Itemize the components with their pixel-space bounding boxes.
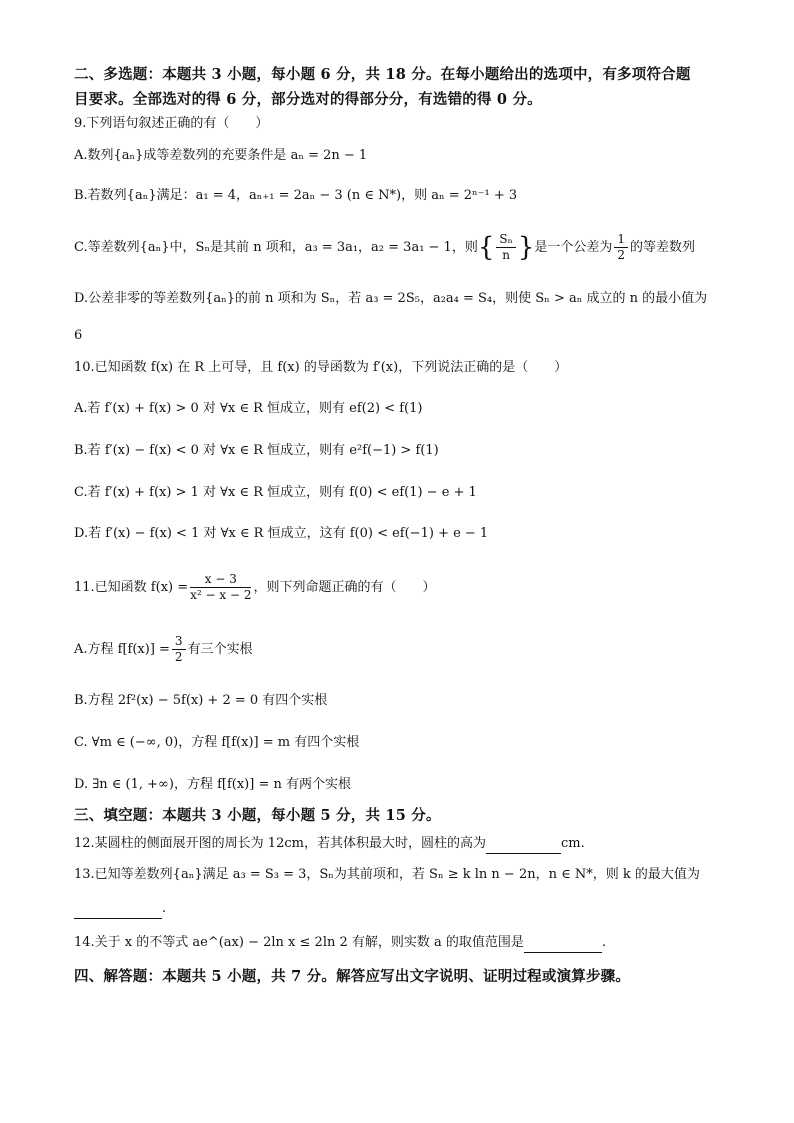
fraction-denominator: 2: [174, 650, 183, 664]
q11-option-b: B.方程 2f²(x) − 5f(x) + 2 = 0 有四个实根: [74, 693, 328, 708]
q13-line1: 13.已知等差数列{aₙ}满足 a₃ = S₃ = 3，Sₙ为其前项和，若 Sₙ ≥ k ln n − 2n，n ∈ N*，则 k 的最大值为: [74, 867, 700, 882]
q14-period: .: [601, 935, 607, 950]
q12-unit: cm.: [560, 836, 585, 851]
q13-period: .: [162, 901, 167, 916]
fraction-denominator: x² − x − 2: [190, 588, 252, 602]
q9-option-d-line1: D.公差非零的等差数列{aₙ}的前 n 项和为 Sₙ，若 a₃ = 2S₅，a₂a₄ = S₄，则使 Sₙ > aₙ 成立的 n 的最小值为: [74, 291, 708, 306]
section-2-heading-line2: 目要求。全部选对的得 6 分，部分选对的得部分分，有选错的得 0 分。: [74, 91, 542, 108]
q9-option-a: A.数列{aₙ}成等差数列的充要条件是 aₙ = 2n − 1: [74, 148, 368, 163]
q11-option-c: C. ∀m ∈ (−∞, 0)，方程 f[f(x)] = m 有四个实根: [74, 735, 360, 750]
q9-option-c: [74, 232, 695, 263]
fraction-numerator: x − 3: [190, 572, 251, 588]
q13-answer-blank[interactable]: [74, 900, 162, 919]
q9-option-b: B.若数列{aₙ}满足：a₁ = 4，aₙ₊₁ = 2aₙ − 3 (n ∈ N*)，则 aₙ = 2ⁿ⁻¹ + 3: [74, 188, 518, 203]
section-4-heading: 四、解答题：本题共 5 小题，共 7 分。解答应写出文字说明、证明过程或演算步骤。: [74, 968, 631, 985]
section-3-heading: 三、填空题：本题共 3 小题，每小题 5 分，共 15 分。: [74, 807, 441, 824]
section-2-heading: [74, 62, 734, 112]
q14-answer-blank[interactable]: [524, 934, 602, 953]
q11-option-a-pre: A.方程 f[f(x)] =: [74, 642, 170, 657]
q10-option-d: D.若 f′(x) − f(x) < 1 对 ∀x ∈ R 恒成立，这有 f(0) < ef(−1) + e − 1: [74, 526, 489, 541]
q9-option-c-mid: 是一个公差为: [534, 240, 613, 255]
q10-option-b: B.若 f′(x) − f(x) < 0 对 ∀x ∈ R 恒成立，则有 e²f(−1) > f(1): [74, 443, 439, 458]
fraction-numerator: Sₙ: [496, 232, 515, 248]
q10-stem: 10.已知函数 f(x) 在 R 上可导，且 f(x) 的导函数为 f′(x)，下列说法正确的是（ ）: [74, 360, 568, 375]
q9-option-c-post: 的等差数列: [630, 240, 696, 255]
q9-option-d-line2: 6: [74, 328, 83, 343]
brace-close-icon: }: [517, 232, 535, 263]
q14: [74, 934, 606, 953]
q9-option-c-pre: C.等差数列{aₙ}中，Sₙ是其前 n 项和，a₃ = 3a₁，a₂ = 3a₁ − 1，则: [74, 240, 478, 255]
brace-open-icon: {: [477, 232, 495, 263]
q11-option-a-post: 有三个实根: [187, 642, 253, 657]
q9-stem: 9.下列语句叙述正确的有（ ）: [74, 116, 269, 131]
q12-answer-blank[interactable]: [486, 835, 561, 854]
q11-option-d: D. ∃n ∈ (1, +∞)，方程 f[f(x)] = n 有两个实根: [74, 777, 351, 792]
section-2-heading-line1: 二、多选题：本题共 3 小题，每小题 6 分，共 18 分。在每小题给出的选项中，有多项符合题: [74, 66, 691, 83]
q11-function-fraction: [190, 572, 251, 603]
fraction-denominator: 2: [617, 248, 626, 262]
fraction-denominator: n: [502, 248, 510, 262]
q11-option-a: [74, 634, 253, 665]
q10-option-a: A.若 f′(x) + f(x) > 0 对 ∀x ∈ R 恒成立，则有 ef(2) < f(1): [74, 401, 423, 416]
q12: [74, 835, 585, 854]
q11-stem: [74, 572, 436, 603]
fraction-numerator: 1: [614, 232, 628, 248]
q9-c-fraction-sn-n: [496, 232, 515, 263]
q11-a-fraction: [172, 634, 186, 665]
q13-line2: [74, 900, 166, 919]
fraction-numerator: 3: [172, 634, 186, 650]
q11-stem-pre: 11.已知函数 f(x) =: [74, 580, 189, 595]
q14-text: 14.关于 x 的不等式 ae^(ax) − 2ln x ≤ 2ln 2 有解，则实数 a 的取值范围是: [74, 935, 524, 950]
q12-text: 12.某圆柱的侧面展开图的周长为 12cm，若其体积最大时，圆柱的高为: [74, 836, 486, 851]
q9-c-fraction-half: [614, 232, 628, 263]
q11-stem-post: ，则下列命题正确的有（ ）: [253, 580, 436, 595]
q10-option-c: C.若 f′(x) + f(x) > 1 对 ∀x ∈ R 恒成立，则有 f(0) < ef(1) − e + 1: [74, 485, 477, 500]
